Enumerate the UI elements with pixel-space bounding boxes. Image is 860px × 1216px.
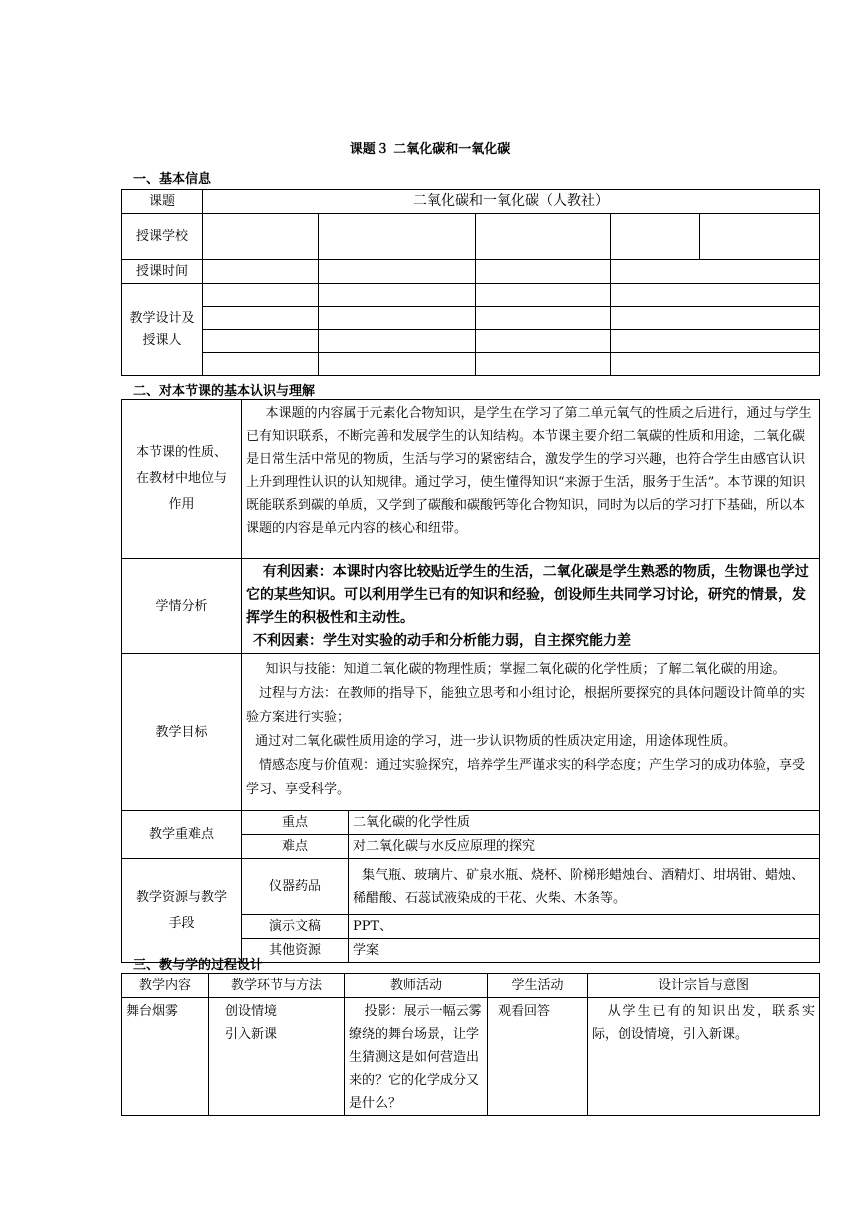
difficult-point-label: 难点 [242,835,349,859]
blank-cell [319,353,476,376]
header-method: 教学环节与方法 [209,974,345,998]
section-heading-process: 三、教与学的过程设计 [133,958,264,973]
row-teacher: 投影：展示一幅云雾缭绕的舞台场景，让学生猜测这是如何营造出来的？它的化学成分又是什么？ [345,998,488,1116]
process-table [121,973,820,1116]
slides-label: 演示文稿 [242,915,349,939]
blank-cell [319,307,476,330]
row-content: 舞台烟雾 [122,998,209,1116]
other-resources-label: 其他资源 [242,939,349,963]
blank-cell [203,330,319,353]
nature-content: 本课题的内容属于元素化合物知识，是学生在学习了第二单元氧气的性质之后进行，通过与学生已有知识联系，不断完善和发展学生的认知结构。本节课主要介绍二氧碳的性质和用途，二氧化碳是日常生活中常见的物质，生活与学习的紧密结合，激发学生的学习兴趣，也符合学生由感官认识上升到理性认识的认知规律。通过学习，使生懂得知识“来源于生活，服务于生活”。本节课的知识既能联系到碳的单质，又学到了碳酸和碳酸钙等化合物知识，同时为以后的学习打下基础，所以本课题的内容是单元内容的核心和纽带。 [246,406,812,536]
basic-info-table [121,189,820,376]
document-title: 课题３ 二氧化碳和一氧化碳 [349,142,511,157]
blank-cell [319,330,476,353]
header-teacher: 教师活动 [345,974,488,998]
favorable-factors: 有利因素：本课时内容比较贴近学生的生活，二氧化碳是学生熟悉的物质，生物课也学过它的某些知识。可以利用学生已有的知识和经验，创设师生共同学习讨论，研究的情景，发挥学生的积极性和主动性。 [246,564,809,626]
blank-cell [319,260,476,284]
blank-cell [611,260,820,284]
blank-cell [476,330,611,353]
slides-value: PPT、 [349,915,820,939]
blank-cell [319,214,476,260]
row-method-line1: 创设情境 [225,1004,278,1019]
unfavorable-factors: 不利因素：学生对实验的动手和分析能力弱，自主探究能力差 [253,633,631,649]
key-point-label: 重点 [242,811,349,835]
blank-cell [319,284,476,307]
blank-cell [476,214,611,260]
understanding-table [121,399,820,963]
row-intent: 从学生已有的知识出发，联系实际，创设情境，引入新课。 [588,998,820,1116]
blank-cell [476,307,611,330]
blank-cell [611,284,820,307]
equipment-label: 仪器药品 [242,859,349,915]
blank-cell [611,214,700,260]
table-row [122,998,820,1116]
header-content: 教学内容 [122,974,209,998]
blank-cell [611,307,820,330]
goal-property: 通过对二氧化碳性质用途的学习，进一步认识物质的性质决定用途，用途体现性质。 [255,734,737,749]
blank-cell [203,284,319,307]
difficult-point-value: 对二氧化碳与水反应原理的探究 [349,835,820,859]
blank-cell [611,353,820,376]
learner-analysis-label: 学情分析 [122,559,242,654]
blank-cell [476,284,611,307]
section-heading-understanding: 二、对本节课的基本认识与理解 [133,384,316,399]
header-intent: 设计宗旨与意图 [588,974,820,998]
blank-cell [203,214,319,260]
blank-cell [476,353,611,376]
header-student: 学生活动 [488,974,588,998]
topic-label: 课题 [122,190,203,214]
row-method-line2: 引入新课 [225,1027,278,1042]
key-point-value: 二氧化碳的化学性质 [349,811,820,835]
blank-cell [476,260,611,284]
teaching-goals-label: 教学目标 [122,654,242,811]
blank-cell [700,214,820,260]
blank-cell [203,307,319,330]
equipment-value: 集气瓶、玻璃片、矿泉水瓶、烧杯、阶梯形蜡烛台、酒精灯、坩埚钳、蜡烛、稀醋酸、石蕊试液染成的干花、火柴、木条等。 [349,859,820,915]
blank-cell [611,330,820,353]
designer-label: 教学设计及授课人 [122,284,203,376]
goal-attitude: 情感态度与价值观：通过实验探究，培养学生严谨求实的科学态度；产生学习的成功体验，享受学习、享受科学。 [246,758,806,797]
section-heading-basic-info: 一、基本信息 [133,172,212,187]
resources-label: 教学资源与教学手段 [122,859,242,963]
blank-cell [203,353,319,376]
blank-cell [203,260,319,284]
nature-label: 本节课的性质、在教材中地位与作用 [122,400,242,559]
goal-process: 过程与方法：在教师的指导下，能独立思考和小组讨论，根据所要探究的具体问题设计简单的实验方案进行实验； [246,686,806,725]
school-label: 授课学校 [122,214,203,260]
row-student: 观看回答 [488,998,588,1116]
topic-value: 二氧化碳和一氧化碳（人教社） [203,190,820,214]
key-difficult-label: 教学重难点 [122,811,242,859]
other-resources-value: 学案 [349,939,820,963]
goal-knowledge: 知识与技能：知道二氧化碳的物理性质；掌握二氧化碳的化学性质；了解二氧化碳的用途。 [265,662,786,677]
time-label: 授课时间 [122,260,203,284]
